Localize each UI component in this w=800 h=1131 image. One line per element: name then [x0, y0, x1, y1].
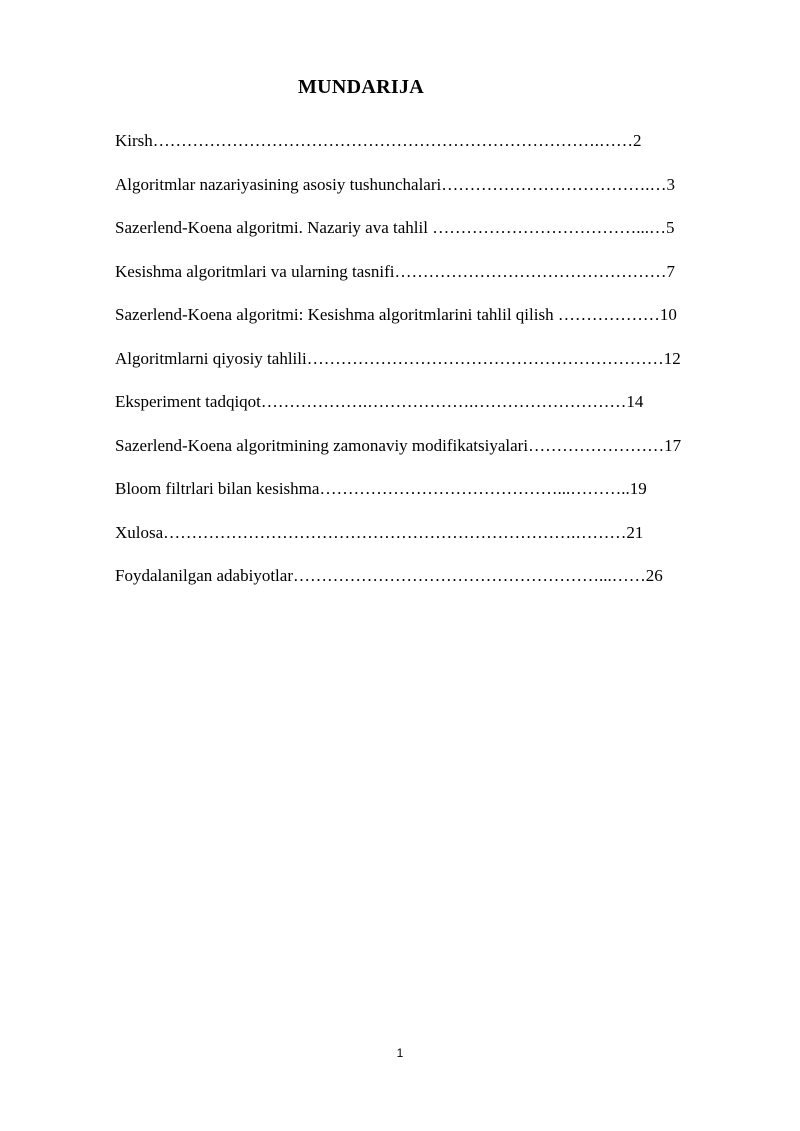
table-of-contents	[115, 128, 745, 607]
toc-entry-text: Eksperiment tadqiqot……………….……………….………………………14	[115, 392, 644, 411]
toc-entry-modern-modifications	[115, 433, 745, 477]
toc-entry-text: Foydalanilgan adabiyotlar………………………………………………...……26	[115, 566, 663, 585]
toc-entry-text: Xulosa……………………………………………………………….………21	[115, 522, 644, 542]
toc-entry-text: Bloom filtrlari bilan kesishma……………………………………...………..19	[115, 479, 647, 498]
toc-entry-text: Kirsh…………………………………………………………………….……2	[115, 131, 642, 150]
toc-entry-bloom-filters	[115, 476, 745, 520]
toc-entry-experimental-research	[115, 389, 745, 433]
toc-entry-sutherland-cohen-analysis	[115, 302, 745, 346]
toc-entry-text: Kesishma algoritmlari va ularning tasnifi…………………………………………7	[115, 261, 675, 281]
page-title: MUNDARIJA	[298, 76, 425, 98]
page-number: 1	[396, 1046, 404, 1060]
toc-entry-references	[115, 563, 745, 607]
toc-entry-text: Sazerlend-Koena algoritmi. Nazariy ava tahlil ………………………………...…5	[115, 218, 675, 237]
toc-entry-conclusion	[115, 520, 745, 564]
toc-entry-text: Algoritmlar nazariyasining asosiy tushunchalari……………………………….…3	[115, 174, 675, 194]
toc-entry-algorithm-theory-basics	[115, 172, 745, 216]
toc-entry-introduction	[115, 128, 745, 172]
toc-entry-text: Algoritmlarni qiyosiy tahlili………………………………………………………12	[115, 348, 681, 368]
toc-entry-text: Sazerlend-Koena algoritmining zamonaviy modifikatsiyalari……………………17	[115, 435, 682, 455]
toc-entry-intersection-algorithms	[115, 259, 745, 303]
toc-entry-sutherland-cohen-theory	[115, 215, 745, 259]
toc-entry-text: Sazerlend-Koena algoritmi: Kesishma algoritmlarini tahlil qilish ………………10	[115, 305, 677, 324]
toc-entry-comparative-analysis	[115, 346, 745, 390]
